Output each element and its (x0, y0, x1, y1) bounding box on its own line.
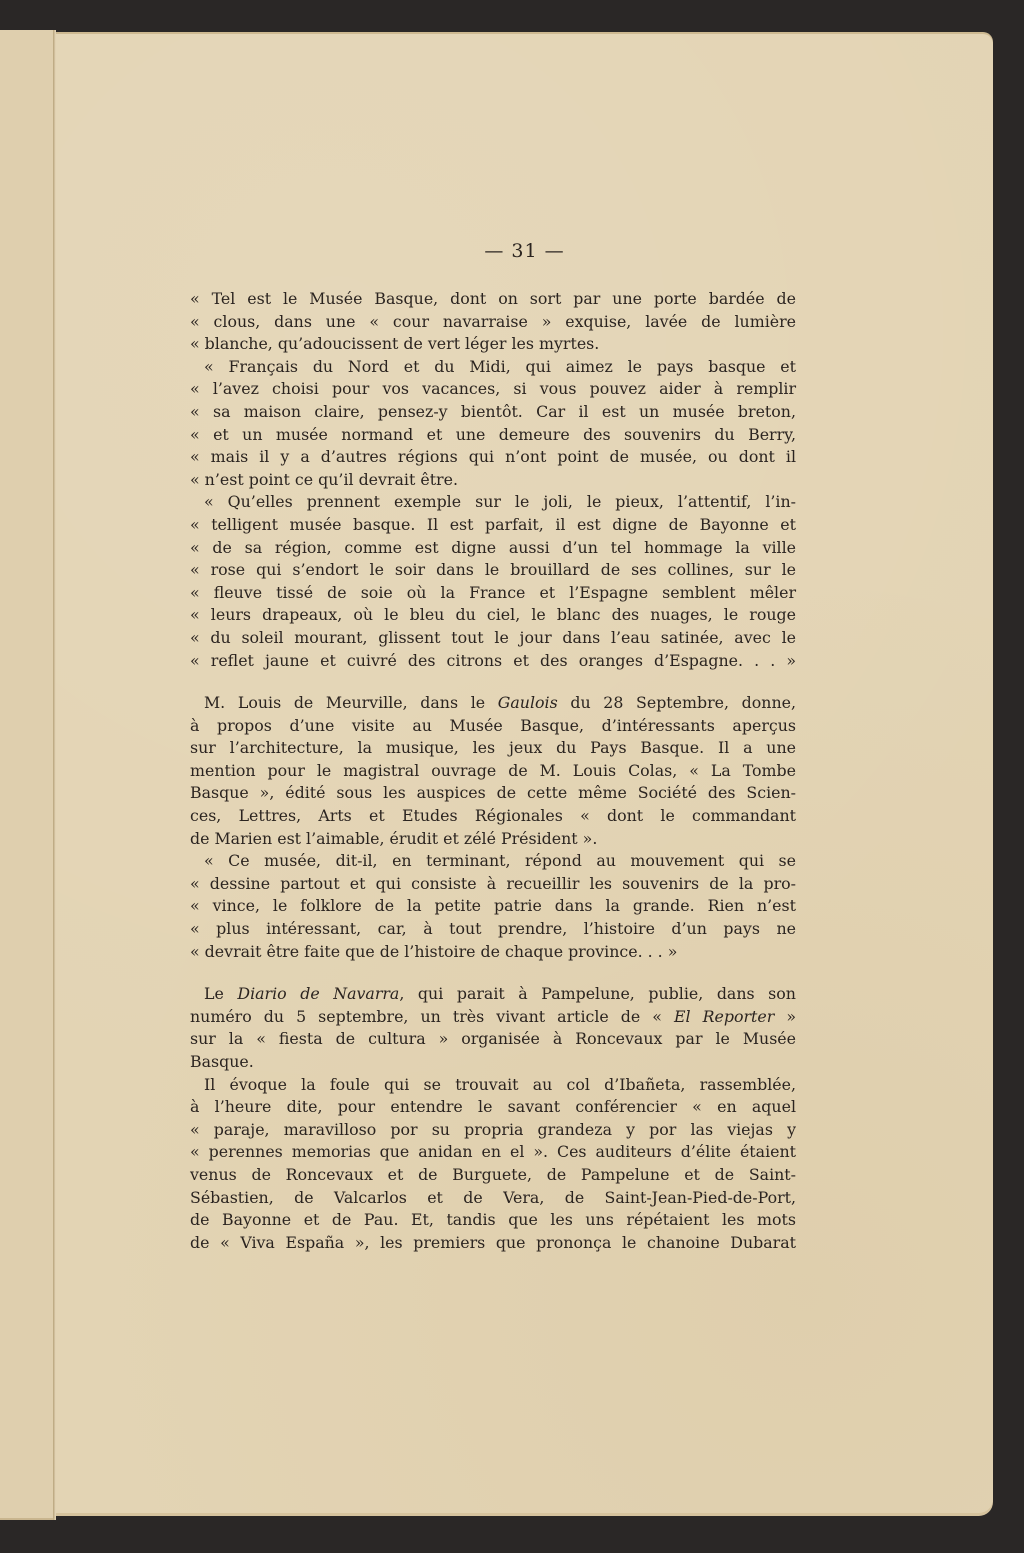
text-line: « et un musée normand et une demeure des souvenirs du Berry, (190, 424, 796, 444)
text-run: numéro du 5 septembre, un très vivant article de « (190, 1006, 674, 1026)
page-body (190, 288, 796, 1254)
text-line: « reflet jaune et cuivré des citrons et des oranges d’Espagne. . . » (190, 650, 796, 670)
text-run: » (774, 1006, 796, 1026)
text-line: Sébastien, de Valcarlos et de Vera, de Saint-Jean-Pied-de-Port, (190, 1187, 796, 1207)
text-run: , qui parait à Pampelune, publie, dans son (399, 984, 796, 1004)
text-line: ces, Lettres, Arts et Etudes Régionales « dont le commandant (190, 806, 796, 826)
text-line: « paraje, maravilloso por su propria grandeza y por las viejas y (190, 1119, 796, 1139)
text-line: « vince, le folklore de la petite patrie dans la grande. Rien n’est (190, 896, 796, 916)
text-line (190, 983, 796, 1006)
paragraph-2 (190, 356, 796, 492)
text-line: « Tel est le Musée Basque, dont on sort par une porte bardée de (190, 289, 796, 308)
text-line: de Marien est l’aimable, érudit et zélé Président ». (190, 828, 598, 848)
text-line: Basque », édité sous les auspices de cette même Société des Scien- (190, 783, 796, 803)
paragraph-4 (190, 692, 796, 850)
left-page-edge (0, 30, 55, 1520)
paragraph-5 (190, 850, 796, 963)
author-pseudonym: El Reporter (674, 1006, 775, 1026)
text-run: du 28 Septembre, donne, (557, 693, 796, 713)
text-line: « sa maison claire, pensez-y bientôt. Car il est un musée breton, (190, 401, 796, 421)
text-line: « n’est point ce qu’il devrait être. (190, 469, 458, 489)
text-run: Le (204, 984, 238, 1004)
text-line: « clous, dans une « cour navarraise » exquise, lavée de lumière (190, 311, 796, 331)
text-line: « dessine partout et qui consiste à recueillir les souvenirs de la pro- (190, 873, 796, 893)
text-line: « de sa région, comme est digne aussi d’un tel hommage la ville (190, 537, 796, 557)
text-line: « Français du Nord et du Midi, qui aimez le pays basque et (204, 356, 796, 376)
text-line: « l’avez choisi pour vos vacances, si vous pouvez aider à remplir (190, 379, 796, 399)
book-page (56, 32, 993, 1516)
text-line: mention pour le magistral ouvrage de M. Louis Colas, « La Tombe (190, 760, 796, 780)
text-line: « fleuve tissé de soie où la France et l’Espagne semblent mêler (190, 582, 796, 602)
page-number: — 31 — (484, 240, 565, 262)
text-line: « blanche, qu’adoucissent de vert léger les myrtes. (190, 334, 600, 354)
text-line: « perennes memorias que anidan en el ». Ces auditeurs d’élite étaient (190, 1142, 796, 1162)
paragraph-gap (190, 963, 796, 983)
paragraph-gap (190, 672, 796, 692)
text-line (190, 1006, 796, 1029)
paragraph-1 (190, 288, 796, 356)
text-line (190, 692, 796, 715)
text-line: à l’heure dite, pour entendre le savant conférencier « en aquel (190, 1097, 796, 1117)
text-line: Il évoque la foule qui se trouvait au col d’Ibañeta, rassemblée, (204, 1074, 796, 1094)
paragraph-3 (190, 491, 796, 672)
text-line: « Ce musée, dit-il, en terminant, répond au mouvement qui se (204, 851, 796, 871)
newspaper-title: Gaulois (497, 693, 558, 713)
text-line: sur la « fiesta de cultura » organisée à Roncevaux par le Musée (190, 1029, 796, 1049)
text-line: « leurs drapeaux, où le bleu du ciel, le blanc des nuages, le rouge (190, 605, 796, 625)
newspaper-title: Diario de Navarra (237, 984, 400, 1004)
text-line: « Qu’elles prennent exemple sur le joli, le pieux, l’attentif, l’in- (204, 492, 796, 512)
paragraph-6 (190, 983, 796, 1073)
text-line: de Bayonne et de Pau. Et, tandis que les uns répétaient les mots (190, 1210, 796, 1230)
text-line: « plus intéressant, car, à tout prendre, l’histoire d’un pays ne (190, 919, 796, 939)
text-line: de « Viva España », les premiers que prononça le chanoine Dubarat (190, 1232, 796, 1252)
text-line: « telligent musée basque. Il est parfait, il est digne de Bayonne et (190, 514, 796, 534)
text-line: sur l’architecture, la musique, les jeux du Pays Basque. Il a une (190, 738, 796, 758)
text-run: M. Louis de Meurville, dans le (204, 693, 498, 713)
text-line: à propos d’une visite au Musée Basque, d’intéressants aperçus (190, 715, 796, 735)
text-line: venus de Roncevaux et de Burguete, de Pampelune et de Saint- (190, 1164, 796, 1184)
text-line: « rose qui s’endort le soir dans le brouillard de ses collines, sur le (190, 560, 796, 580)
text-line: Basque. (190, 1052, 254, 1071)
text-line: « devrait être faite que de l’histoire de chaque province. . . » (190, 941, 678, 961)
paragraph-7 (190, 1074, 796, 1255)
text-line: « du soleil mourant, glissent tout le jour dans l’eau satinée, avec le (190, 627, 796, 647)
text-line: « mais il y a d’autres régions qui n’ont point de musée, ou dont il (190, 447, 796, 467)
